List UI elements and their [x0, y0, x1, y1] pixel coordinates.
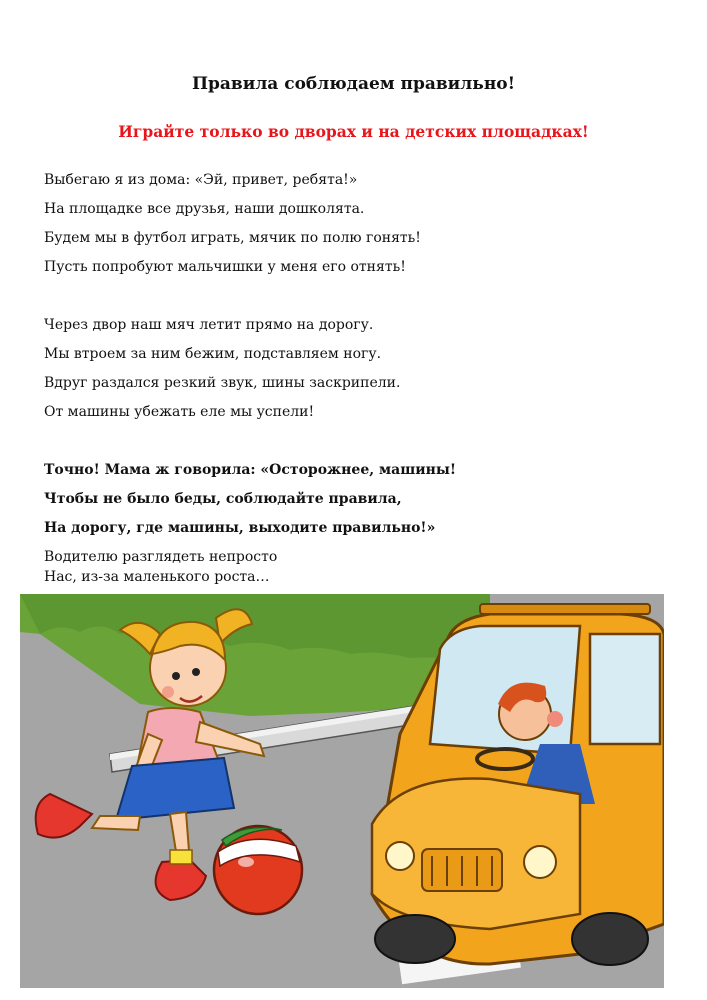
ball: [214, 826, 302, 914]
poem-line: Мы втроем за ним бежим, подставляем ногу.: [44, 346, 382, 362]
stanza-1: [44, 170, 684, 286]
poem-line: Чтобы не было беды, соблюдайте правила,: [44, 491, 402, 507]
poem: [44, 170, 684, 587]
poem-line: Нас, из-за маленького роста…: [44, 569, 270, 585]
poem-line: Точно! Мама ж говорила: «Осторожнее, машины!: [44, 462, 457, 478]
stanza-gap: [44, 286, 684, 315]
poem-line: Будем мы в футбол играть, мячик по полю гонять!: [44, 230, 421, 246]
poem-line: Водителю разглядеть непросто: [44, 549, 278, 565]
poem-line: На дорогу, где машины, выходите правильно!»: [44, 520, 436, 536]
poem-line: Через двор наш мяч летит прямо на дорогу.: [44, 317, 374, 333]
page-title: Правила соблюдаем правильно!: [191, 74, 516, 94]
stanza-gap: [44, 431, 684, 460]
stanza-2: [44, 315, 684, 431]
poem-line: От машины убежать еле мы успели!: [44, 404, 315, 420]
poem-line: Выбегаю я из дома: «Эй, привет, ребята!»: [44, 172, 358, 188]
stanza-3: [44, 460, 684, 547]
poem-line: Вдруг раздался резкий звук, шины заскрипели.: [44, 375, 401, 391]
page-subtitle: Играйте только во дворах и на детских площадках!: [118, 122, 589, 141]
stanza-4: [44, 547, 684, 587]
poem-line: На площадке все друзья, наши дошколята.: [44, 201, 365, 217]
poem-line: Пусть попробуют мальчишки у меня его отнять!: [44, 259, 406, 275]
road-safety-illustration: [20, 594, 664, 988]
